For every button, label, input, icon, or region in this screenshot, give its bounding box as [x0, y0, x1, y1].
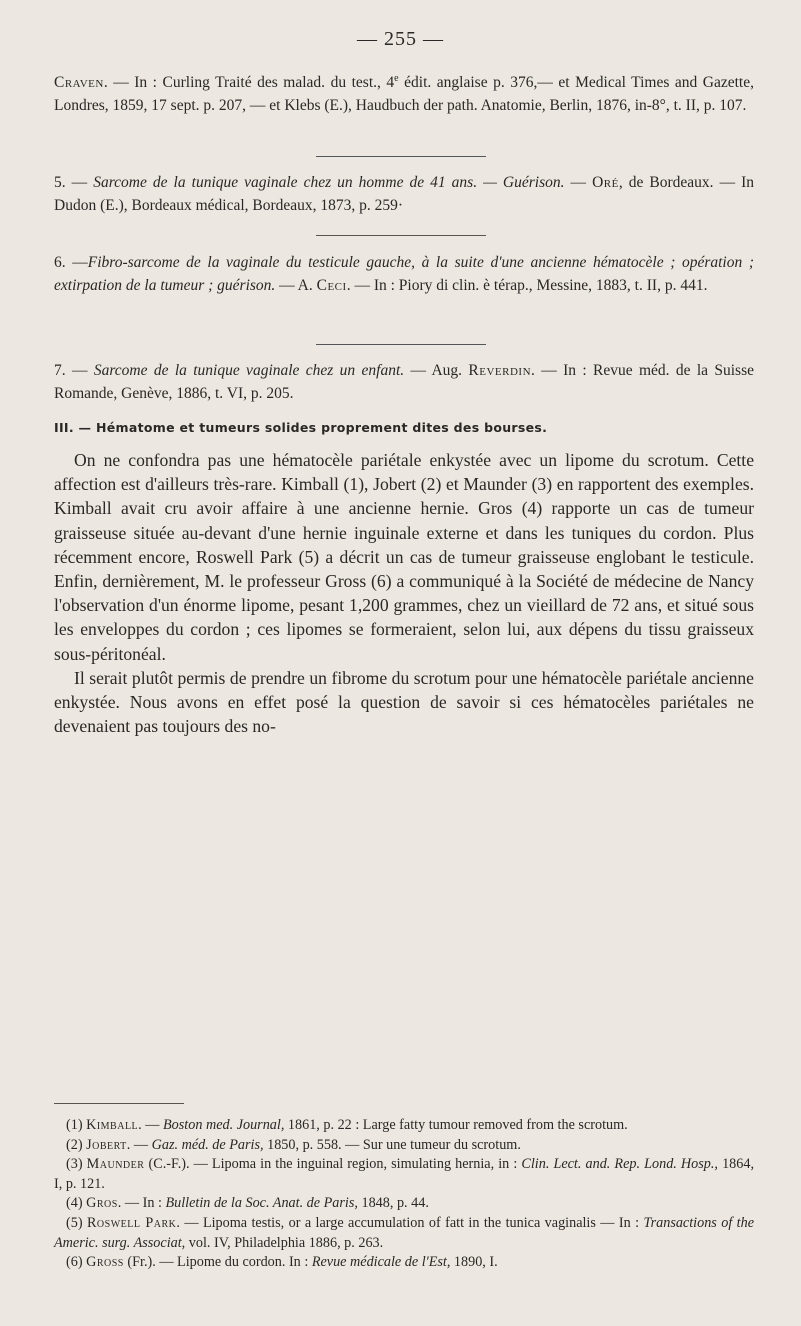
- fn-text: (Fr.). — Lipome du cordon. In :: [123, 1254, 312, 1271]
- footnote: [54, 1194, 754, 1214]
- fn-number: (3): [66, 1156, 87, 1173]
- footnote: [54, 1136, 754, 1156]
- fn-source: Boston med. Journal,: [163, 1117, 285, 1133]
- reference-craven: [54, 68, 754, 117]
- ref-text: . — In : Curling Traité des malad. du test., 4: [103, 74, 395, 92]
- ref-author: Reverdin: [468, 362, 532, 379]
- ref-author: Oré: [592, 174, 619, 191]
- ref-title: Sarcome de la tunique vaginale chez un enfant.: [93, 362, 405, 379]
- fn-text: . — Lipoma testis, or a large accumulation of fatt in the tunica vaginalis — In :: [176, 1214, 644, 1231]
- fn-author: Gross: [86, 1254, 124, 1271]
- ref-sup: e: [394, 73, 399, 84]
- fn-text: (C.-F.). — Lipoma in the inguinal region, simulating hernia, in :: [144, 1156, 522, 1173]
- fn-text: 1890, I.: [450, 1254, 498, 1271]
- fn-number: (5): [66, 1214, 87, 1231]
- ref-author: Ceci: [316, 276, 347, 294]
- fn-number: (1): [66, 1117, 87, 1133]
- fn-text: 1864, I, p. 121.: [54, 1156, 754, 1192]
- footnote: [54, 1214, 754, 1253]
- ref-author: Craven: [54, 74, 104, 92]
- ref-dash: —: [564, 174, 593, 191]
- fn-author: Roswell Park: [86, 1214, 177, 1231]
- separator-rule: [316, 235, 486, 236]
- footnotes: [54, 1116, 754, 1273]
- fn-number: (2): [66, 1136, 87, 1153]
- footnote: [54, 1155, 754, 1194]
- fn-text: 1848, p. 44.: [357, 1195, 429, 1212]
- fn-source: Transactions of the Americ. surg. Associat,: [54, 1214, 755, 1251]
- fn-text: . —: [126, 1136, 152, 1153]
- fn-source: Revue médicale de l'Est,: [311, 1254, 451, 1271]
- ref-text: , de Bordeaux. — In Dudon (E.), Bordeaux médical, Bordeaux, 1873, p. 259·: [54, 174, 755, 214]
- fn-number: (6): [66, 1254, 87, 1271]
- reference-5: [54, 172, 754, 217]
- ref-text: . — In : Revue méd. de la Suisse Romande, Genève, 1886, t. VI, p. 205.: [54, 362, 754, 402]
- paragraph: On ne confondra pas une hématocèle pariétale enkystée avec un lipome du scrotum. Cette affection est d'ailleurs très-rare. Kimball (1), Jobert (2) et Maunder (3) en rapportent des exemples. Kimball avait cru avoir affaire à une ancienne hernie. Gros (4) rapporte un cas de tumeur graisseuse située au-devant d'une hernie inguinale externe et dans les tuniques du cordon. Plus récemment encore, Roswell Park (5) a décrit un cas de tumeur graisseuse englobant le testicule. Enfin, dernièrement, M. le professeur Gross (6) a communiqué à la Société de médecine de Nancy l'observation d'un énorme lipome, pesant 1,200 grammes, chez un vieillard de 72 ans, et situé sous les enveloppes du cordon ; ces lipomes se formeraient, selon lui, aux dépens du tissu graisseux sous-péritonéal.: [54, 450, 754, 664]
- reference-6: [54, 252, 754, 297]
- ref-text: édit. anglaise p. 376,— et Medical Times and Gazette, Londres, 1859, 17 sept. p. 207, — et Klebs (E.), Haudbuch der path. Anatomie, Berlin, 1876, in-8°, t. II, p. 107.: [54, 74, 754, 114]
- ref-dash: — Aug.: [404, 362, 469, 379]
- fn-text: 1861, p. 22 : Large fatty tumour removed from the scrotum.: [284, 1117, 628, 1133]
- separator-rule: [316, 344, 486, 345]
- fn-source: Bulletin de la Soc. Anat. de Paris,: [165, 1195, 358, 1212]
- fn-source: Clin. Lect. and. Rep. Lond. Hosp.,: [521, 1156, 718, 1173]
- fn-text: 1850, p. 558. — Sur une tumeur du scrotum.: [263, 1136, 521, 1153]
- fn-author: Jobert: [86, 1136, 127, 1153]
- ref-number: 5. —: [54, 174, 94, 191]
- section-heading: III. — Hématome et tumeurs solides proprement dites des bourses.: [54, 420, 548, 435]
- fn-author: Maunder: [86, 1156, 145, 1173]
- fn-author: Kimball: [86, 1117, 139, 1133]
- main-text: [54, 448, 754, 738]
- paragraph: Il serait plutôt permis de prendre un fibrome du scrotum pour une hématocèle pariétale ancienne enkystée. Nous avons en effet posé la question de savoir si ces hématocèles pariétales ne devenaient pas toujours des no-: [54, 667, 754, 737]
- fn-text: vol. IV, Philadelphia 1886, p. 263.: [185, 1234, 384, 1251]
- ref-dash: — A.: [275, 276, 317, 294]
- ref-number: 7. —: [54, 362, 94, 379]
- reference-7: [54, 360, 754, 405]
- separator-rule: [316, 156, 486, 157]
- footnote-rule: [54, 1103, 184, 1104]
- fn-text: . — In :: [117, 1195, 166, 1212]
- fn-number: (4): [66, 1195, 87, 1212]
- fn-author: Gros: [86, 1195, 118, 1212]
- footnote: [54, 1116, 754, 1136]
- ref-text: . — In : Piory di clin. è térap., Messine, 1883, t. II, p. 441.: [346, 276, 708, 294]
- ref-number: 6. —: [54, 254, 88, 271]
- fn-source: Gaz. méd. de Paris,: [151, 1136, 264, 1153]
- ref-title: Sarcome de la tunique vaginale chez un homme de 41 ans. — Guérison.: [93, 174, 565, 191]
- fn-text: . —: [138, 1117, 163, 1133]
- ref-title: Fibro-sarcome de la vaginale du testicule gauche, à la suite d'une ancienne hématocèle ; opération ; extirpation de la tumeur ; guérison.: [54, 254, 755, 294]
- footnote: [54, 1253, 754, 1273]
- page-number: — 255 —: [357, 28, 444, 50]
